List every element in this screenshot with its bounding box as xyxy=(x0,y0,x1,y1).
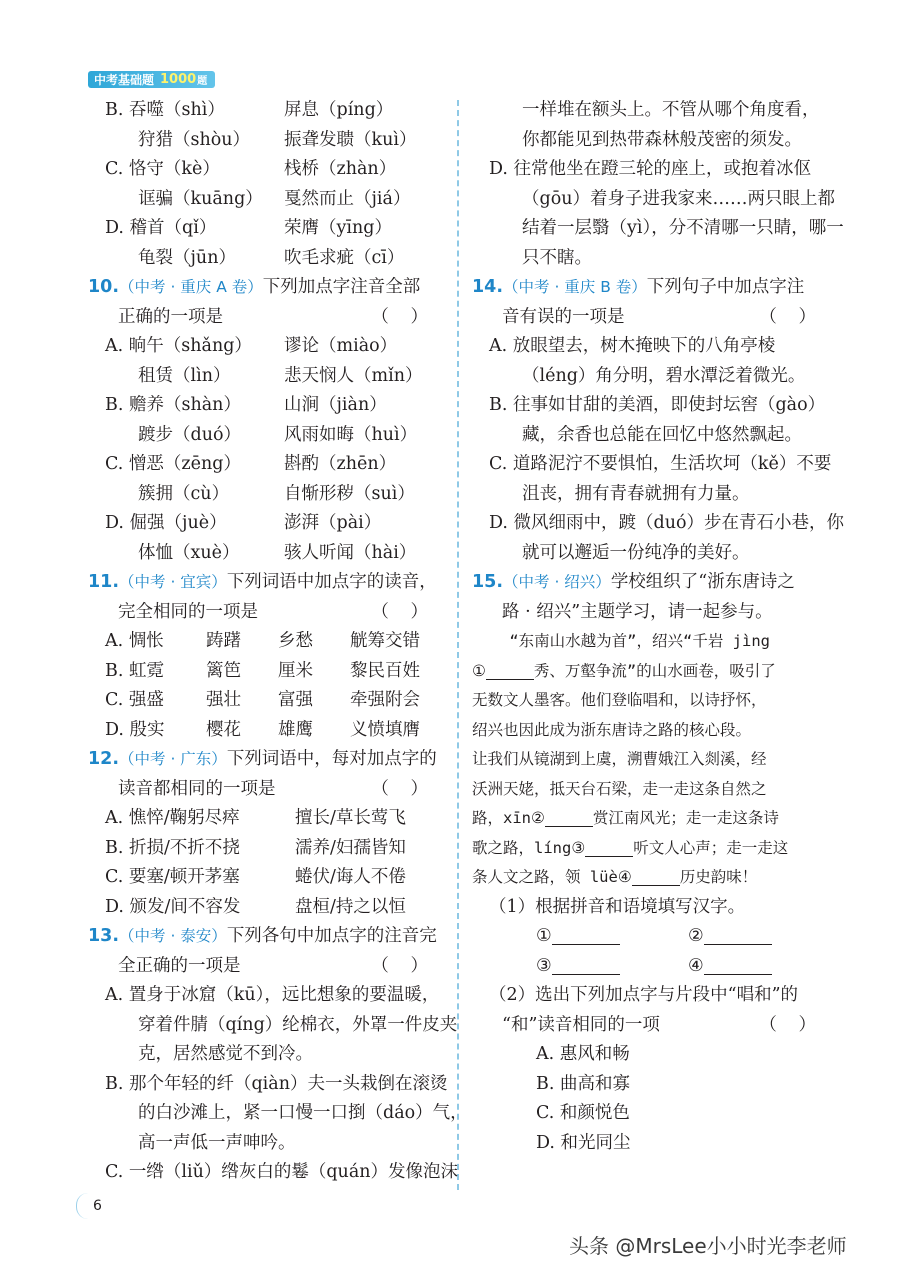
option-cell: C. 要塞/顿开茅塞 xyxy=(105,867,240,887)
option-row xyxy=(88,214,448,244)
text-line: 一样堆在额头上。不管从哪个角度看， xyxy=(522,100,820,120)
option-cell: 荣膺（yīng） xyxy=(284,218,392,238)
option-cell: 骇人听闻（hài） xyxy=(284,542,417,563)
answer-parentheses: （ ） xyxy=(759,1014,824,1035)
stem-text: 完全相同的一项是 xyxy=(118,601,258,622)
passage-text: 历史韵味！ xyxy=(679,868,758,886)
answer-parentheses: （ ） xyxy=(371,778,436,799)
option-cell: 悲天悯人（mǐn） xyxy=(284,365,423,386)
text-line: 克，居然感觉不到冷。 xyxy=(138,1044,313,1064)
option-cell: 戛然而止（jiá） xyxy=(284,188,411,209)
left-column xyxy=(88,96,468,1188)
option-cell: 牵强附会 xyxy=(350,690,420,710)
passage-line xyxy=(472,863,836,893)
question-stem xyxy=(88,775,448,805)
option-cell: D. 稽首（qǐ） xyxy=(105,218,217,238)
option-cell: 义愤填膺 xyxy=(350,719,420,740)
option-cell: 踌躇 xyxy=(206,631,241,651)
passage-text: 路，xīn② xyxy=(472,809,545,827)
option-cell: 租赁（lìn） xyxy=(138,365,231,386)
answer-parentheses: （ ） xyxy=(759,306,824,327)
option-cell: D. 颁发/间不容发 xyxy=(105,896,241,917)
fill-item xyxy=(688,922,772,952)
option-cell: 富强 xyxy=(278,690,313,710)
option-cell: 雄鹰 xyxy=(278,719,313,740)
passage-text: 秀、万壑争流”的山水画卷，吸引了 xyxy=(533,661,776,680)
text-line: 沮丧，拥有青春就拥有力量。 xyxy=(522,483,750,504)
passage-line: “东南山水越为首”，绍兴“千岩 jìng xyxy=(472,632,770,650)
option-row xyxy=(88,686,448,716)
text-line: 只不瞎。 xyxy=(522,247,592,268)
passage-line xyxy=(472,657,836,687)
text-line: 穿着件腈（qíng）纶棉衣，外罩一件皮夹 xyxy=(138,1014,458,1035)
fill-label: ③ xyxy=(536,955,552,976)
option-cell: 狩猎（shòu） xyxy=(138,129,251,150)
option-cell: 谬论（miào） xyxy=(284,336,398,356)
option-cell: 山涧（jiàn） xyxy=(284,395,387,415)
option-cell: A. 憔悴/鞠躬尽瘁 xyxy=(105,808,240,828)
option-cell: 诓骗（kuāng） xyxy=(138,188,263,209)
answer-blank xyxy=(704,952,772,975)
option-cell: 篱笆 xyxy=(206,660,241,681)
option-cell: 澎湃（pài） xyxy=(284,513,382,533)
text-line: D. 微风细雨中，踱（duó）步在青石小巷，你 xyxy=(489,513,845,533)
text-line: D. 往常他坐在蹬三轮的座上，或抱着冰伛 xyxy=(489,159,812,179)
text-line: A. 放眼望去，树木掩映下的八角亭棱 xyxy=(489,336,776,356)
text-line: （léng）角分明，碧水潭泛着微光。 xyxy=(522,365,806,386)
stem-text: “和”读音相同的一项 xyxy=(502,1014,660,1035)
option-row xyxy=(88,391,448,421)
option-cell: 强壮 xyxy=(206,690,241,710)
stem-text: 音有误的一项是 xyxy=(502,306,625,327)
answer-blank xyxy=(552,922,620,945)
option-cell: B. 赡养（shàn） xyxy=(105,395,241,415)
choice-option: C. 和颜悦色 xyxy=(536,1103,630,1123)
question-stem xyxy=(472,598,836,628)
option-cell: 厘米 xyxy=(278,660,313,681)
question-heading xyxy=(472,568,836,598)
option-row xyxy=(88,893,448,923)
option-cell: 黎民百姓 xyxy=(350,660,420,681)
question-stem xyxy=(472,1011,836,1041)
question-source: （中考 · 重庆 B 卷） xyxy=(503,278,647,296)
right-column xyxy=(472,96,845,1158)
series-unit: 题 xyxy=(197,76,208,87)
fill-item xyxy=(536,922,688,952)
question-text: 下列词语中，每对加点字的 xyxy=(226,749,437,769)
page-number: 6 xyxy=(76,1193,115,1219)
option-cell: 振聋发聩（kuì） xyxy=(284,129,417,150)
text-line: （1）根据拼音和语境填写汉字。 xyxy=(489,896,746,917)
answer-parentheses: （ ） xyxy=(371,955,436,976)
fill-row xyxy=(472,922,836,952)
passage-line: 绍兴也因此成为浙东唐诗之路的核心段。 xyxy=(472,720,752,739)
text-line: 的白沙滩上，紧一口慢一口捯（dáo）气， xyxy=(138,1103,468,1123)
option-cell: 龟裂（jūn） xyxy=(138,247,236,268)
text-line: 高一声低一声呻吟。 xyxy=(138,1132,296,1153)
answer-parentheses: （ ） xyxy=(371,601,436,622)
answer-blank xyxy=(486,659,534,680)
choice-option: D. 和光同尘 xyxy=(536,1132,631,1153)
passage-line xyxy=(472,804,836,834)
option-cell: 斟酌（zhēn） xyxy=(284,454,397,474)
stem-text: 路 · 绍兴”主题学习，请一起参与。 xyxy=(502,601,773,622)
option-row xyxy=(88,539,448,569)
question-number: 10. xyxy=(88,277,120,297)
option-cell: 樱花 xyxy=(206,719,241,740)
stem-text: 正确的一项是 xyxy=(118,306,223,327)
option-cell: 吹毛求疵（cī） xyxy=(284,247,405,268)
answer-parentheses: （ ） xyxy=(371,306,436,327)
answer-blank xyxy=(704,922,772,945)
passage-text: 听文人心声；走一走这 xyxy=(633,838,789,857)
question-heading xyxy=(88,922,448,952)
fill-label: ④ xyxy=(688,955,704,976)
option-row xyxy=(88,657,448,687)
answer-blank xyxy=(585,836,633,857)
passage-line: 让我们从镜湖到上虞，溯曹娥江入剡溪，经 xyxy=(472,750,767,768)
option-cell: 自惭形秽（suì） xyxy=(284,483,415,504)
option-row xyxy=(88,804,448,834)
text-line: C. 道路泥泞不要惧怕，生活坎坷（kě）不要 xyxy=(489,454,832,474)
series-count: 1000 xyxy=(160,72,197,87)
option-cell: 屏息（píng） xyxy=(284,100,394,120)
text-line: 就可以邂逅一份纯净的美好。 xyxy=(522,542,750,563)
option-cell: 蜷伏/诲人不倦 xyxy=(295,867,406,887)
option-cell: 踱步（duó） xyxy=(138,424,242,445)
passage-text: ① xyxy=(472,661,486,680)
option-cell: A. 晌午（shǎng） xyxy=(105,336,252,356)
option-cell: B. 吞噬（shì） xyxy=(105,100,225,120)
text-line: B. 那个年轻的纤（qiàn）夫一头栽倒在滚烫 xyxy=(105,1073,448,1094)
option-row xyxy=(88,126,448,156)
stem-text: 全正确的一项是 xyxy=(118,955,241,976)
option-row xyxy=(88,185,448,215)
passage-text: 赏江南风光；走一走这条诗 xyxy=(592,809,779,827)
question-heading xyxy=(472,273,836,303)
fill-row xyxy=(472,952,836,982)
question-text: 下列词语中加点字的读音， xyxy=(226,572,437,592)
option-cell: 濡养/妇孺皆知 xyxy=(295,837,406,858)
option-cell: A. 惆怅 xyxy=(105,631,164,651)
option-row xyxy=(88,863,448,893)
column-divider xyxy=(457,100,459,1190)
option-row xyxy=(88,509,448,539)
answer-blank xyxy=(552,952,620,975)
option-cell: 体恤（xuè） xyxy=(138,542,240,563)
option-row xyxy=(88,716,448,746)
option-row xyxy=(88,627,448,657)
option-row xyxy=(88,244,448,274)
question-stem xyxy=(88,303,448,333)
option-row xyxy=(88,96,448,126)
question-source: （中考 · 广东） xyxy=(119,750,227,768)
option-row xyxy=(88,332,448,362)
question-text: 下列加点字注音全部 xyxy=(262,277,421,297)
passage-line: 无数文人墨客。他们登临唱和，以诗抒怀， xyxy=(472,691,767,709)
option-cell: C. 强盛 xyxy=(105,690,164,710)
question-source: （中考 · 宜宾） xyxy=(119,573,227,591)
choice-option: A. 惠风和畅 xyxy=(536,1044,630,1064)
option-cell: 簇拥（cù） xyxy=(138,483,230,504)
fill-item xyxy=(688,952,772,982)
question-heading xyxy=(88,273,448,303)
text-line: （2）选出下列加点字与片段中“唱和”的 xyxy=(489,985,799,1005)
question-number: 11. xyxy=(88,572,120,592)
question-stem xyxy=(472,303,836,333)
option-cell: 风雨如晦（huì） xyxy=(284,424,418,445)
text-line: C. 一绺（liǔ）绺灰白的鬈（quán）发像泡沫 xyxy=(105,1162,459,1182)
series-title: 中考基础题 xyxy=(94,73,155,87)
text-line: 藏，余香也总能在回忆中悠然飘起。 xyxy=(522,424,802,445)
text-line: 你都能见到热带森林般茂密的须发。 xyxy=(522,129,802,150)
option-row xyxy=(88,362,448,392)
question-heading xyxy=(88,568,448,598)
text-line: （gōu）着身子进我家来……两只眼上都 xyxy=(522,188,836,209)
option-row xyxy=(88,450,448,480)
stem-text: 读音都相同的一项是 xyxy=(118,778,276,799)
text-line: A. 置身于冰窟（kū），远比想象的要温暖， xyxy=(105,985,440,1005)
answer-blank xyxy=(632,865,680,886)
option-cell: D. 倔强（juè） xyxy=(105,513,227,533)
choice-option: B. 曲高和寡 xyxy=(536,1073,630,1094)
option-cell: B. 虹霓 xyxy=(105,660,164,681)
option-row xyxy=(88,480,448,510)
question-text: 学校组织了“浙东唐诗之 xyxy=(610,572,795,592)
passage-text: 歌之路，líng③ xyxy=(472,838,586,857)
watermark: 头条 @MrsLee小小时光李老师 xyxy=(569,1234,847,1258)
question-text: 下列各句中加点字的注音完 xyxy=(226,926,437,946)
series-badge xyxy=(88,71,215,88)
question-source: （中考 · 绍兴） xyxy=(503,573,611,591)
option-cell: D. 殷实 xyxy=(105,719,165,740)
option-row xyxy=(88,421,448,451)
question-heading xyxy=(88,745,448,775)
answer-blank xyxy=(545,806,593,827)
option-row xyxy=(88,155,448,185)
option-cell: B. 折损/不折不挠 xyxy=(105,837,240,858)
option-cell: C. 憎恶（zēng） xyxy=(105,454,241,474)
passage-line: 沃洲天姥，抵天台石梁，走一走这条自然之 xyxy=(472,779,767,798)
question-number: 13. xyxy=(88,926,120,946)
option-cell: 乡愁 xyxy=(278,631,313,651)
option-cell: 擅长/草长莺飞 xyxy=(295,808,406,828)
question-source: （中考 · 泰安） xyxy=(119,927,227,945)
text-line: B. 往事如甘甜的美酒，即使封坛窖（gào） xyxy=(489,395,826,415)
fill-label: ② xyxy=(688,926,704,946)
question-stem xyxy=(88,598,448,628)
option-cell: 栈桥（zhàn） xyxy=(284,159,397,179)
fill-label: ① xyxy=(536,926,552,946)
question-number: 12. xyxy=(88,749,120,769)
passage-line xyxy=(472,834,836,864)
question-text: 下列句子中加点字注 xyxy=(646,277,805,297)
passage-text: 条人文之路，领 lüè④ xyxy=(472,868,632,886)
question-stem xyxy=(88,952,448,982)
question-number: 14. xyxy=(472,277,504,297)
text-line: 结着一层翳（yì），分不清哪一只睛，哪一 xyxy=(522,218,844,238)
fill-item xyxy=(536,952,688,982)
question-number: 15. xyxy=(472,572,504,592)
option-row xyxy=(88,834,448,864)
question-source: （中考 · 重庆 A 卷） xyxy=(119,278,263,296)
option-cell: 觥筹交错 xyxy=(350,631,420,651)
option-cell: C. 恪守（kè） xyxy=(105,159,220,179)
option-cell: 盘桓/持之以恒 xyxy=(295,896,406,917)
